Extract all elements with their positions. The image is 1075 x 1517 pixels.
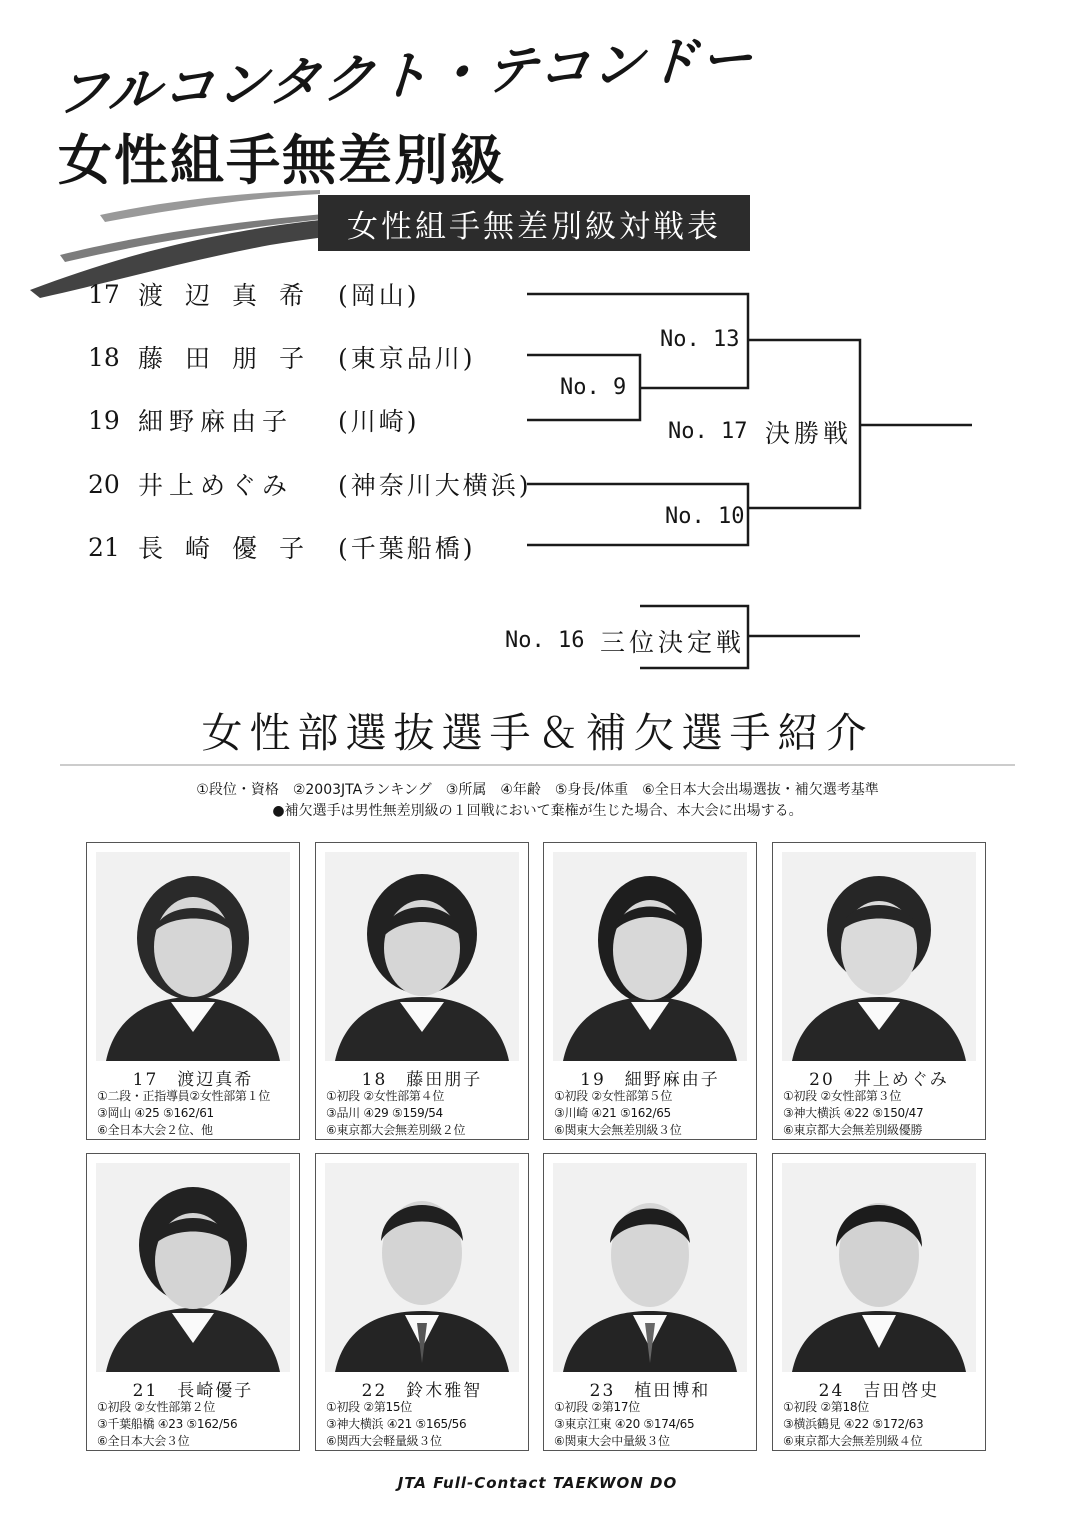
main-title-line1: フルコンタクト・テコンドー [54, 27, 757, 125]
player-info-line1: ①初段 ②女性部第４位 [326, 1089, 445, 1103]
note-text: ●補欠選手は男性無差別級の１回戦において棄権が生じた場合、本大会に出場する。 [272, 803, 803, 819]
main-title-line2: 女性組手無差別級 [58, 128, 506, 192]
entry-number: 21 [88, 532, 120, 562]
player-photo [325, 852, 519, 1061]
player-name: 18 藤田朋子 [361, 1070, 483, 1090]
player-info-line1: ①初段 ②女性部第５位 [554, 1089, 673, 1103]
player-info-line2: ③岡山 ④25 ⑤162/61 [97, 1106, 214, 1120]
player-card-18 [315, 842, 529, 1140]
player-card-24 [772, 1153, 986, 1451]
player-photo [96, 852, 290, 1061]
player-card-23 [543, 1153, 757, 1451]
entry-number: 19 [88, 405, 120, 435]
player-info-line2: ③品川 ④29 ⑤159/54 [326, 1106, 443, 1120]
entry-name: 細野麻由子 [138, 407, 294, 436]
player-info-line3: ⑥東京都大会無差別級２位 [326, 1123, 466, 1137]
match-no16: No. 16 [505, 628, 585, 653]
legend-text: ①段位・資格 ②2003JTAランキング ③所属 ④年齢 ⑤身長/体重 ⑥全日本大会出場選抜・補欠選考基準 [196, 782, 879, 798]
player-info-line3: ⑥東京都大会無差別級４位 [783, 1434, 923, 1448]
player-info-line3: ⑥全日本大会２位、他 [97, 1123, 213, 1137]
entry-prefecture: (川崎) [338, 407, 420, 436]
player-info-line1: ①二段・正指導員②女性部第１位 [97, 1089, 271, 1103]
player-info-line2: ③川崎 ④21 ⑤162/65 [554, 1106, 671, 1120]
player-name: 22 鈴木雅智 [361, 1381, 483, 1401]
entry-name: 長崎優子 [138, 534, 327, 563]
entry-number: 18 [88, 342, 120, 372]
player-photo [553, 852, 747, 1061]
player-name: 23 植田博和 [589, 1381, 711, 1401]
player-info-line1: ①初段 ②第15位 [326, 1400, 412, 1414]
bracket-entry-20 [88, 464, 532, 504]
player-info-line3: ⑥関東大会中量級３位 [554, 1434, 670, 1448]
entry-prefecture: (岡山) [338, 281, 420, 310]
bracket-entry-19 [88, 400, 420, 440]
footer-text: JTA Full-Contact TAEKWON DO [397, 1474, 678, 1492]
player-name: 24 吉田啓史 [818, 1381, 940, 1401]
player-info-line1: ①初段 ②女性部第３位 [783, 1089, 902, 1103]
player-info-line1: ①初段 ②第18位 [783, 1400, 869, 1414]
player-name: 21 長崎優子 [132, 1381, 254, 1401]
bracket-banner: 女性組手無差別級対戦表 [318, 195, 750, 251]
player-info-line3: ⑥全日本大会３位 [97, 1434, 190, 1448]
player-name: 17 渡辺真希 [132, 1070, 254, 1090]
player-info-line3: ⑥関東大会無差別級３位 [554, 1123, 682, 1137]
player-card-17 [86, 842, 300, 1140]
player-card-19 [543, 842, 757, 1140]
match-no13: No. 13 [660, 327, 740, 352]
section-divider [60, 763, 1015, 767]
player-info-line3: ⑥東京都大会無差別級優勝 [783, 1123, 923, 1137]
player-photo [782, 1163, 976, 1372]
player-photo [96, 1163, 290, 1372]
entry-prefecture: (神奈川大横浜) [338, 471, 532, 500]
bracket-entry-18 [88, 337, 476, 377]
entry-name: 井上めぐみ [138, 471, 294, 500]
player-info-line3: ⑥関西大会軽量級３位 [326, 1434, 442, 1448]
player-info-line2: ③千葉船橋 ④23 ⑤162/56 [97, 1417, 238, 1431]
player-info-line2: ③神大横浜 ④21 ⑤165/56 [326, 1417, 467, 1431]
section-title: 女性部選抜選手＆補欠選手紹介 [201, 709, 874, 757]
match-no9: No. 9 [560, 375, 627, 400]
match-no10: No. 10 [665, 504, 745, 529]
entry-name: 渡辺真希 [138, 281, 327, 310]
match-no17: No. 17 [668, 419, 748, 444]
player-card-21 [86, 1153, 300, 1451]
entry-number: 17 [88, 279, 120, 309]
player-photo [553, 1163, 747, 1372]
player-info-line2: ③神大横浜 ④22 ⑤150/47 [783, 1106, 924, 1120]
entry-number: 20 [88, 469, 120, 499]
player-name: 19 細野麻由子 [580, 1070, 720, 1090]
player-card-20 [772, 842, 986, 1140]
final-label: 決勝戦 [765, 419, 853, 448]
player-info-line2: ③横浜鶴見 ④22 ⑤172/63 [783, 1417, 924, 1431]
player-photo [325, 1163, 519, 1372]
player-info-line1: ①初段 ②女性部第２位 [97, 1400, 216, 1414]
bracket-entry-17 [88, 274, 420, 314]
player-name: 20 井上めぐみ [809, 1070, 949, 1090]
bracket-entry-21 [88, 527, 476, 567]
player-info-line2: ③東京江東 ④20 ⑤174/65 [554, 1417, 695, 1431]
player-info-line1: ①初段 ②第17位 [554, 1400, 640, 1414]
entry-prefecture: (千葉船橋) [338, 534, 476, 563]
player-card-22 [315, 1153, 529, 1451]
player-photo [782, 852, 976, 1061]
entry-name: 藤田朋子 [138, 344, 327, 373]
third-place-label: 三位決定戦 [600, 628, 746, 657]
entry-prefecture: (東京品川) [338, 344, 476, 373]
